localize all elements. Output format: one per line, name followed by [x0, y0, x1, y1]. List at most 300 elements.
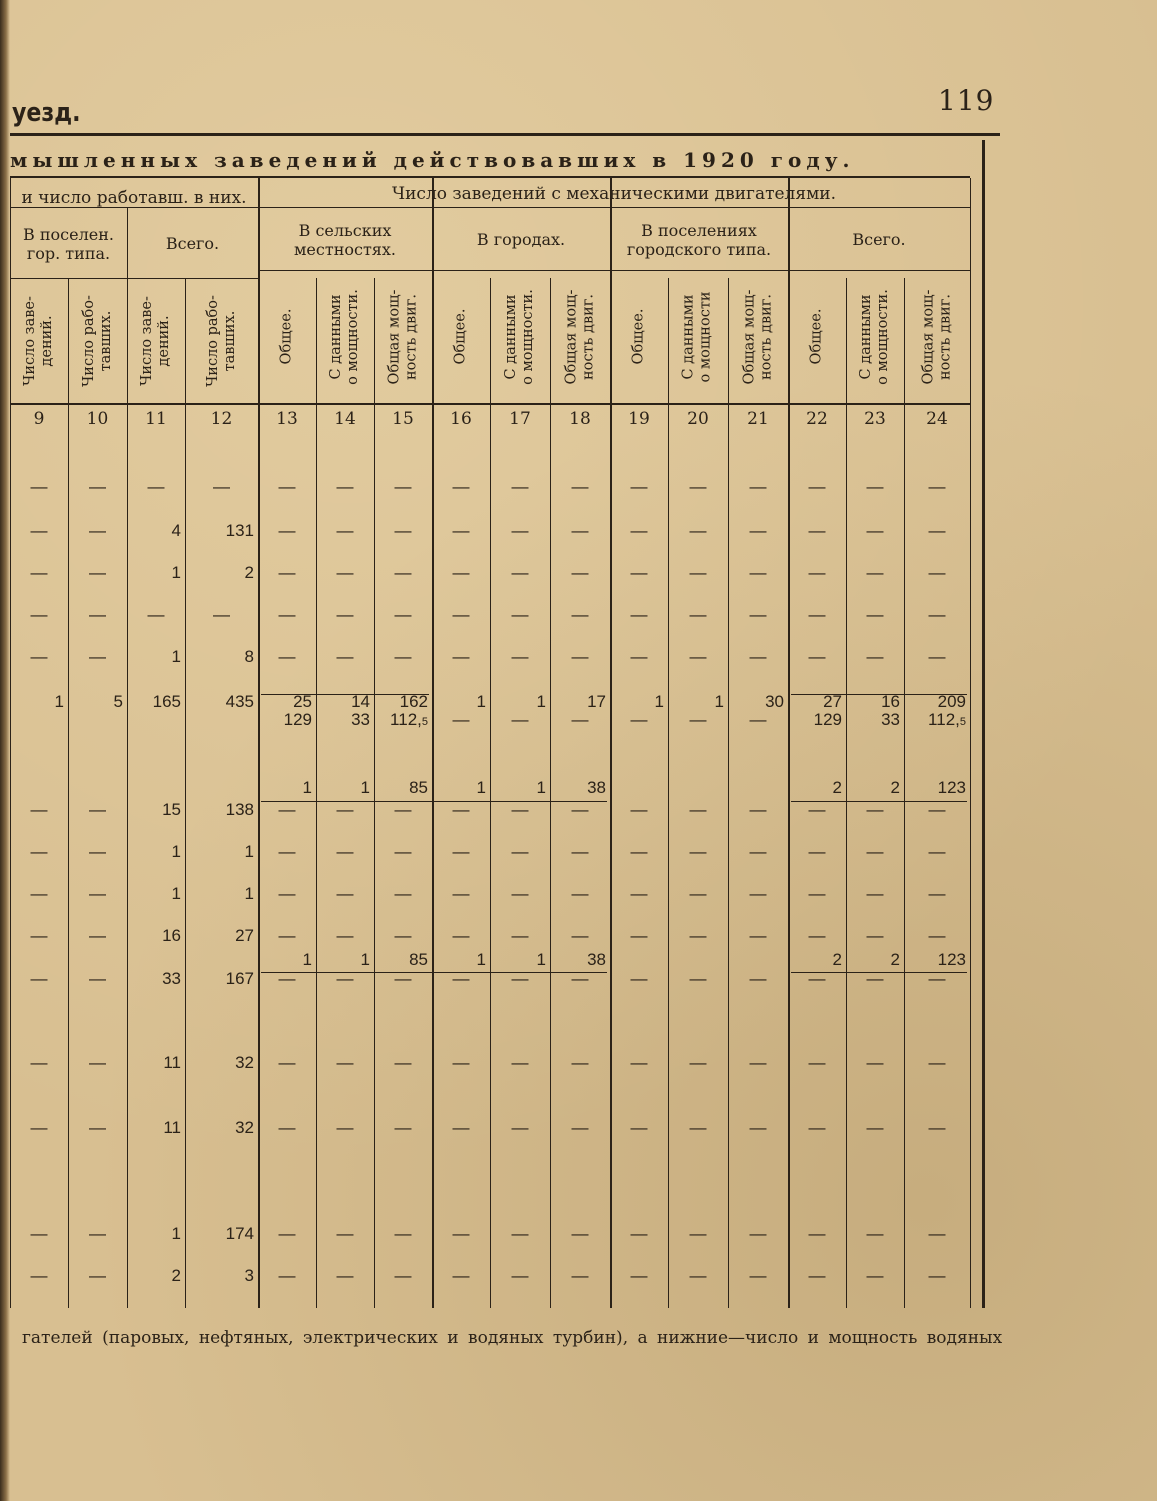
table-cell: —: [689, 800, 707, 819]
table-cell: —: [689, 710, 707, 729]
table-cell: —: [452, 800, 470, 819]
column-number: 17: [509, 409, 531, 429]
table-cell: —: [749, 521, 767, 540]
table-cell: —: [928, 884, 946, 903]
table-cell: —: [689, 1118, 707, 1137]
column-number: 20: [687, 409, 709, 429]
table-cell: —: [30, 1053, 48, 1072]
table-cell: 1: [244, 884, 254, 903]
table-cell: 33: [351, 710, 370, 729]
column-rule: [668, 278, 669, 1308]
table-cell: —: [452, 521, 470, 540]
table-cell: —: [30, 477, 48, 496]
column-header-label: С данными о мощности: [681, 290, 714, 383]
table-cell: —: [749, 710, 767, 729]
table-cell: 1: [536, 950, 546, 969]
table-cell: —: [571, 477, 589, 496]
table-cell: —: [278, 1118, 296, 1137]
table-cell: —: [630, 842, 648, 861]
table-cell: —: [866, 800, 884, 819]
table-cell: —: [689, 1224, 707, 1243]
table-cell: —: [808, 1266, 826, 1285]
table-cell: —: [452, 1266, 470, 1285]
table-cell: —: [452, 926, 470, 945]
table-cell: —: [866, 605, 884, 624]
table-cell: —: [89, 1053, 106, 1072]
table-cell: 17: [587, 692, 606, 711]
table-cell: —: [452, 563, 470, 582]
table-cell: —: [278, 605, 296, 624]
table-cell: —: [30, 1266, 48, 1285]
table-cell: —: [749, 563, 767, 582]
table-cell: 32: [235, 1053, 254, 1072]
table-cell: —: [630, 563, 648, 582]
table-cell: —: [89, 521, 106, 540]
table-cell: 33: [162, 969, 181, 988]
footer-note: гателей (паровых, нефтяных, электрических и водяных турбин), а нижние—число и мощность водяных: [22, 1328, 1003, 1348]
subgroup-header: В сельских местностях.: [293, 220, 397, 259]
table-cell: —: [30, 969, 48, 988]
table-cell: —: [278, 1053, 296, 1072]
table-cell: —: [89, 842, 106, 861]
table-cell: —: [630, 477, 648, 496]
column-number: 24: [926, 409, 948, 429]
table-cell: —: [928, 647, 946, 666]
column-header: [904, 270, 970, 403]
table-cell: —: [689, 647, 707, 666]
table-cell: —: [147, 477, 165, 496]
table-cell: 123: [937, 778, 966, 797]
column-header: [68, 278, 127, 403]
table-cell: 3: [244, 1266, 254, 1285]
column-number: 16: [450, 409, 472, 429]
table-cell: —: [689, 521, 707, 540]
column-header-label: С данными о мощности.: [503, 288, 537, 385]
table-cell: —: [808, 521, 826, 540]
table-title: мышленных заведений действовавших в 1920 году.: [10, 148, 855, 172]
table-cell: —: [749, 1266, 767, 1285]
table-cell: 1: [171, 884, 181, 903]
table-cell: —: [89, 1224, 106, 1243]
subgroup-header: В поселениях городского типа.: [626, 220, 772, 259]
column-header-label: Общая мощ- ность двиг.: [563, 289, 597, 384]
table-cell: 2: [890, 950, 900, 969]
table-cell: —: [452, 605, 470, 624]
table-cell: 8: [244, 647, 254, 666]
column-number: 13: [276, 409, 298, 429]
table-cell: —: [928, 926, 946, 945]
table-cell: —: [808, 477, 826, 496]
table-cell: 2: [890, 778, 900, 797]
table-cell: 174: [225, 1224, 254, 1243]
column-number: 22: [806, 409, 828, 429]
table-cell: —: [689, 1053, 707, 1072]
column-header: [432, 270, 490, 403]
table-cell: —: [89, 563, 106, 582]
left-group-header: и число работавш. в них.: [21, 188, 247, 208]
table-cell: —: [808, 647, 826, 666]
column-header: [316, 270, 374, 403]
table-cell: —: [394, 647, 412, 666]
table-cell: —: [394, 521, 412, 540]
table-cell: 2: [832, 778, 842, 797]
table-cell: —: [336, 1266, 354, 1285]
table-cell: —: [571, 1053, 589, 1072]
table-cell: —: [30, 647, 48, 666]
table-cell: 1: [54, 692, 64, 711]
table-cell: —: [511, 1053, 529, 1072]
table-cell: —: [89, 800, 106, 819]
table-cell: —: [30, 1118, 48, 1137]
table-cell: 1: [536, 778, 546, 797]
column-rule: [68, 278, 69, 1308]
table-cell: 112,5: [390, 710, 428, 729]
table-cell: —: [511, 1118, 529, 1137]
table-cell: —: [336, 477, 354, 496]
table-cell: 129: [813, 710, 842, 729]
column-number: 12: [210, 409, 233, 429]
table-cell: —: [452, 884, 470, 903]
table-cell: —: [630, 647, 648, 666]
table-cell: —: [511, 842, 529, 861]
table-cell: 162: [399, 692, 428, 711]
table-cell: 112,5: [928, 710, 966, 729]
column-header: [668, 270, 728, 403]
table-cell: 30: [765, 692, 784, 711]
table-cell: —: [928, 800, 946, 819]
table-cell: —: [808, 605, 826, 624]
table-cell: 1: [171, 647, 181, 666]
table-cell: —: [278, 926, 296, 945]
column-header-label: Общая мощ- ность двиг.: [920, 289, 954, 384]
table-cell: —: [278, 800, 296, 819]
table-cell: —: [866, 926, 884, 945]
table-cell: —: [749, 926, 767, 945]
table-cell: —: [571, 521, 589, 540]
table-cell: —: [336, 563, 354, 582]
table-cell: 33: [881, 710, 900, 729]
table-cell: —: [866, 1118, 884, 1137]
table-cell: —: [511, 605, 529, 624]
table-cell: —: [866, 842, 884, 861]
table-cell: —: [511, 563, 529, 582]
page-edge-shadow: [0, 0, 10, 1501]
table-cell: —: [30, 563, 48, 582]
table-cell: —: [808, 800, 826, 819]
table-cell: —: [928, 563, 946, 582]
table-cell: —: [394, 605, 412, 624]
table-cell: —: [452, 1053, 470, 1072]
right-border: [982, 140, 985, 1308]
table-cell: —: [394, 969, 412, 988]
table-cell: —: [928, 1224, 946, 1243]
table-cell: 1: [244, 842, 254, 861]
table-cell: —: [749, 477, 767, 496]
table-cell: —: [336, 800, 354, 819]
table-cell: —: [278, 884, 296, 903]
table-cell: —: [571, 647, 589, 666]
table-cell: —: [571, 710, 589, 729]
table-cell: —: [928, 477, 946, 496]
table-cell: —: [511, 477, 529, 496]
table-cell: —: [278, 647, 296, 666]
table-cell: —: [689, 1266, 707, 1285]
table-cell: —: [213, 605, 230, 624]
table-cell: —: [278, 521, 296, 540]
subgroup-header: Всего.: [852, 230, 906, 249]
column-header-label: Общая мощ- ность двиг.: [741, 289, 775, 384]
table-cell: —: [452, 710, 470, 729]
table-cell: —: [866, 969, 884, 988]
table-cell: —: [336, 1053, 354, 1072]
table-cell: —: [511, 710, 529, 729]
table-cell: —: [571, 1224, 589, 1243]
table-cell: —: [89, 884, 106, 903]
table-cell: —: [89, 647, 106, 666]
column-header: [10, 278, 68, 403]
subgroup-header: В городах.: [476, 230, 566, 249]
table-cell: —: [571, 1266, 589, 1285]
column-header: [550, 270, 610, 403]
table-cell: 1: [360, 778, 370, 797]
table-cell: —: [866, 563, 884, 582]
table-cell: —: [89, 477, 106, 496]
table-cell: 1: [171, 842, 181, 861]
table-cell: —: [749, 969, 767, 988]
table-cell: 27: [823, 692, 842, 711]
mech-group-header: Число заведений с механическими двигателями.: [391, 184, 837, 204]
table-cell: —: [278, 1266, 296, 1285]
table-cell: —: [394, 926, 412, 945]
table-cell: —: [689, 884, 707, 903]
table-cell: —: [511, 969, 529, 988]
table-cell: 209: [937, 692, 966, 711]
table-cell: —: [336, 884, 354, 903]
table-cell: —: [511, 1266, 529, 1285]
table-cell: 1: [302, 778, 312, 797]
table-cell: 435: [225, 692, 254, 711]
column-header-label: Общая мощ- ность двиг.: [386, 289, 420, 384]
table-cell: —: [630, 884, 648, 903]
table-cell: —: [336, 521, 354, 540]
top-rule: [10, 133, 1000, 136]
table-cell: —: [928, 605, 946, 624]
table-cell: —: [30, 521, 48, 540]
table-cell: —: [278, 842, 296, 861]
title-underline: [10, 176, 970, 178]
table-cell: 138: [225, 800, 254, 819]
table-cell: —: [928, 1053, 946, 1072]
column-header: [788, 270, 846, 403]
table-cell: —: [866, 477, 884, 496]
table-cell: —: [749, 800, 767, 819]
table-cell: 85: [409, 950, 428, 969]
table-cell: —: [89, 605, 106, 624]
table-cell: —: [278, 1224, 296, 1243]
table-cell: —: [89, 926, 106, 945]
table-cell: —: [689, 969, 707, 988]
table-cell: 129: [283, 710, 312, 729]
subgroup-header: В поселен. гор. типа.: [23, 224, 114, 263]
table-cell: 2: [832, 950, 842, 969]
column-header-label: Число заве- дений.: [22, 295, 55, 386]
table-cell: 1: [536, 692, 546, 711]
table-cell: 27: [235, 926, 254, 945]
table-cell: —: [30, 605, 48, 624]
table-cell: —: [866, 1266, 884, 1285]
table-cell: —: [213, 477, 230, 496]
table-cell: —: [928, 1118, 946, 1137]
table-cell: —: [571, 842, 589, 861]
page-number: 119: [938, 84, 995, 117]
table-cell: —: [511, 800, 529, 819]
table-cell: —: [866, 647, 884, 666]
table-cell: —: [689, 605, 707, 624]
column-header: [258, 270, 316, 403]
table-cell: —: [571, 563, 589, 582]
table-cell: —: [30, 842, 48, 861]
table-cell: —: [452, 969, 470, 988]
table-cell: —: [89, 1118, 106, 1137]
table-cell: 123: [937, 950, 966, 969]
table-cell: 15: [162, 800, 181, 819]
table-cell: —: [749, 1118, 767, 1137]
table-cell: 85: [409, 778, 428, 797]
table-cell: —: [336, 1118, 354, 1137]
table-cell: —: [928, 1266, 946, 1285]
table-cell: 1: [476, 692, 486, 711]
table-cell: —: [866, 884, 884, 903]
table-cell: —: [630, 605, 648, 624]
table-cell: 38: [587, 778, 606, 797]
column-number: 19: [628, 409, 650, 429]
table-cell: 1: [476, 778, 486, 797]
table-cell: —: [394, 842, 412, 861]
table-cell: —: [394, 1266, 412, 1285]
table-cell: —: [394, 884, 412, 903]
table-cell: 2: [244, 563, 254, 582]
table-cell: 11: [163, 1118, 181, 1137]
column-header-label: С данными о мощности.: [858, 288, 892, 385]
table-cell: —: [630, 1053, 648, 1072]
table-cell: —: [30, 884, 48, 903]
column-header-label: Число заве- дений.: [139, 295, 172, 386]
table-cell: —: [30, 926, 48, 945]
table-cell: —: [571, 926, 589, 945]
table-cell: 1: [714, 692, 724, 711]
table-cell: —: [808, 884, 826, 903]
table-cell: 38: [587, 950, 606, 969]
table-cell: 1: [476, 950, 486, 969]
column-number: 14: [334, 409, 356, 429]
table-cell: —: [30, 800, 48, 819]
table-cell: —: [630, 969, 648, 988]
table-cell: —: [452, 1118, 470, 1137]
table-cell: —: [928, 842, 946, 861]
table-cell: —: [89, 1266, 106, 1285]
table-cell: —: [808, 926, 826, 945]
table-cell: —: [89, 969, 106, 988]
column-rule: [185, 278, 186, 1308]
column-number: 15: [392, 409, 414, 429]
table-cell: —: [452, 1224, 470, 1243]
table-cell: —: [278, 477, 296, 496]
table-cell: —: [928, 969, 946, 988]
table-cell: —: [511, 521, 529, 540]
table-cell: —: [689, 477, 707, 496]
table-cell: —: [394, 477, 412, 496]
table-cell: —: [689, 842, 707, 861]
column-header: [846, 270, 904, 403]
table-cell: —: [630, 710, 648, 729]
table-cell: —: [452, 647, 470, 666]
column-header: [374, 270, 432, 403]
table-cell: —: [749, 1224, 767, 1243]
table-cell: 2: [171, 1266, 181, 1285]
table-cell: —: [808, 969, 826, 988]
table-cell: —: [452, 477, 470, 496]
table-cell: 131: [225, 521, 254, 540]
table-cell: —: [147, 605, 165, 624]
table-cell: —: [30, 1224, 48, 1243]
table-cell: —: [866, 1053, 884, 1072]
table-cell: 32: [235, 1118, 254, 1137]
table-cell: —: [394, 1118, 412, 1137]
table-cell: —: [571, 969, 589, 988]
column-header-label: Число рабо- тавших.: [80, 294, 114, 387]
table-cell: —: [278, 563, 296, 582]
table-cell: —: [394, 1224, 412, 1243]
table-cell: —: [571, 800, 589, 819]
column-header-label: С данными о мощности.: [328, 288, 362, 385]
subgroup-header: Всего.: [165, 234, 220, 253]
table-cell: —: [808, 842, 826, 861]
table-cell: —: [689, 926, 707, 945]
table-cell: —: [394, 563, 412, 582]
column-header-label: Общее.: [808, 308, 825, 365]
table-cell: —: [336, 605, 354, 624]
table-cell: —: [928, 521, 946, 540]
column-header-label: Общее.: [630, 308, 647, 365]
table-cell: 1: [171, 563, 181, 582]
table-cell: 25: [293, 692, 312, 711]
table-cell: —: [511, 1224, 529, 1243]
table-cell: —: [808, 1224, 826, 1243]
table-cell: —: [808, 563, 826, 582]
table-cell: —: [630, 1118, 648, 1137]
table-cell: —: [630, 521, 648, 540]
table-cell: —: [511, 884, 529, 903]
column-header-label: Число рабо- тавших.: [204, 294, 238, 387]
column-header: [610, 270, 668, 403]
column-rule: [728, 278, 729, 1308]
table-cell: 16: [881, 692, 900, 711]
table-cell: —: [511, 926, 529, 945]
column-number: 9: [33, 409, 45, 429]
table-cell: —: [452, 842, 470, 861]
table-cell: —: [394, 1053, 412, 1072]
table-cell: 14: [351, 692, 370, 711]
table-cell: —: [630, 1224, 648, 1243]
table-cell: —: [808, 1118, 826, 1137]
table-cell: —: [630, 1266, 648, 1285]
table-cell: —: [336, 842, 354, 861]
table-cell: 1: [302, 950, 312, 969]
column-header-label: Общее.: [278, 308, 295, 365]
table-cell: —: [336, 969, 354, 988]
column-number: 21: [747, 409, 769, 429]
table-cell: 167: [225, 969, 254, 988]
